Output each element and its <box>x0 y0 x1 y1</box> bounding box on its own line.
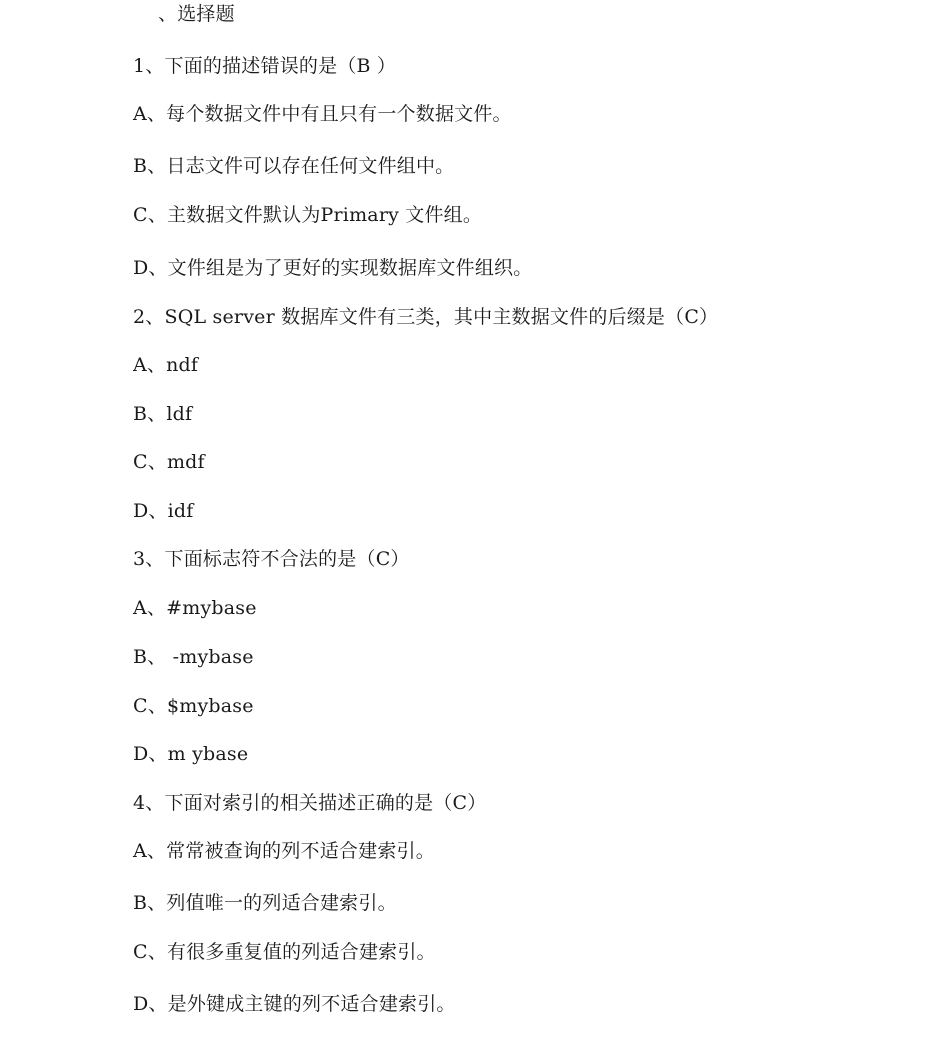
question-4-stem: 4、下面对索引的相关描述正确的是（C） <box>133 792 487 814</box>
question-2-stem: 2、SQL server 数据库文件有三类，其中主数据文件的后缀是（C） <box>133 306 719 328</box>
question-1-option-b: B、日志文件可以存在任何文件组中。 <box>133 155 455 177</box>
question-1-option-c: C、主数据文件默认为Primary 文件组。 <box>133 204 483 226</box>
question-2-option-b: B、ldf <box>133 403 193 425</box>
question-4-option-c: C、有很多重复值的列适合建索引。 <box>133 941 436 963</box>
question-2-option-a: A、ndf <box>133 354 199 376</box>
question-3-option-a: A、#mybase <box>133 597 257 619</box>
question-2-option-d: D、idf <box>133 500 194 522</box>
question-4-option-a: A、常常被查询的列不适合建索引。 <box>133 840 435 862</box>
question-1-stem: 1、下面的描述错误的是（B ） <box>133 55 397 77</box>
question-3-option-d: D、m ybase <box>133 743 249 765</box>
question-3-option-b: B、 -mybase <box>133 646 254 668</box>
question-2-option-c: C、mdf <box>133 451 205 473</box>
question-3-option-c: C、$mybase <box>133 695 254 717</box>
section-title: 、选择题 <box>158 3 235 25</box>
question-4-option-b: B、列值唯一的列适合建索引。 <box>133 892 397 914</box>
question-4-option-d: D、是外键成主键的列不适合建索引。 <box>133 993 456 1015</box>
question-3-stem: 3、下面标志符不合法的是（C） <box>133 548 410 570</box>
question-1-option-d: D、文件组是为了更好的实现数据库文件组织。 <box>133 257 533 279</box>
question-1-option-a: A、每个数据文件中有且只有一个数据文件。 <box>133 103 512 125</box>
